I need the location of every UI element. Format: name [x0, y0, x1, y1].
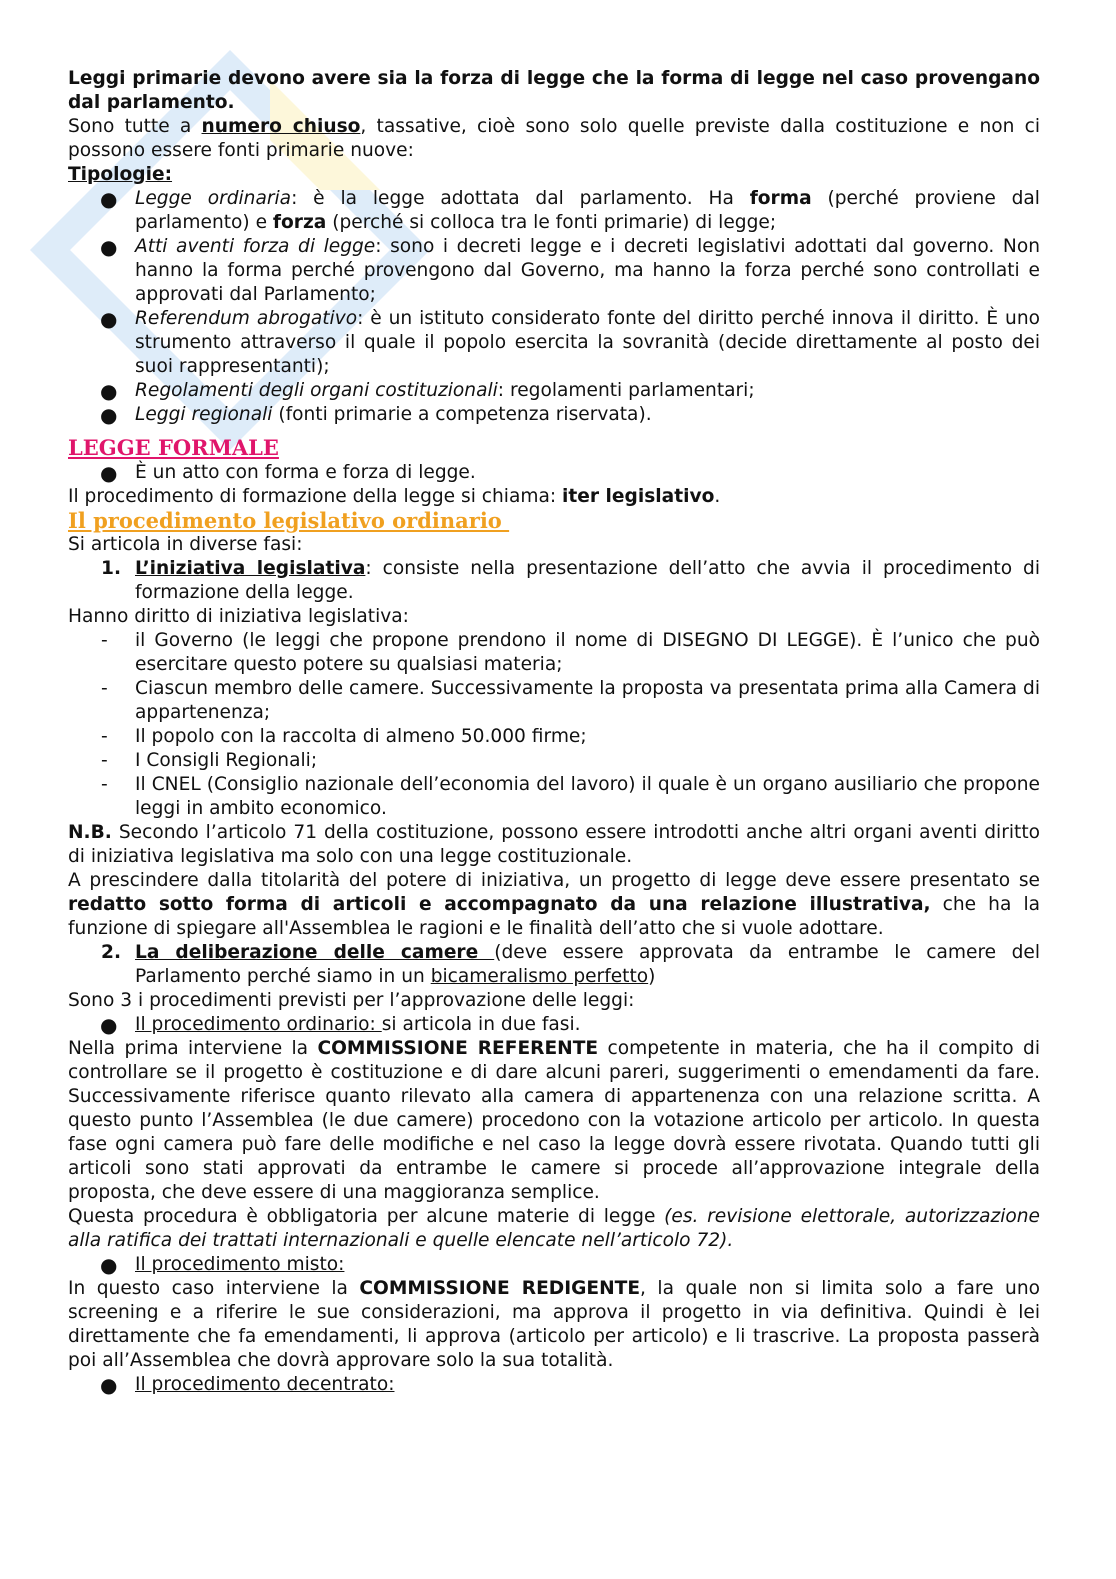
text-run: ): [648, 966, 656, 987]
bullet-icon: ●: [100, 461, 118, 485]
text-run: Secondo l’articolo 71 della costituzione, possono essere introdotti anche altri organi aventi diritto di iniziativa legislativa ma solo con una legge costituzionale.: [68, 822, 1040, 867]
list-item: [68, 403, 1040, 427]
document-body: [68, 67, 1040, 1397]
dash-marker: -: [101, 678, 108, 699]
text-run: La deliberazione delle camere: [135, 942, 495, 963]
list-item: [68, 677, 1040, 725]
dash-marker: -: [101, 726, 108, 747]
text-run: Il procedimento ordinario:: [135, 1014, 382, 1035]
text-run: COMMISSIONE REFERENTE: [317, 1038, 599, 1059]
text-run: (deve essere approvata da entrambe le camere del Parlamento perché siamo in un: [135, 942, 1040, 987]
paragraph: [68, 1277, 1040, 1373]
text-run: Hanno diritto di iniziativa legislativa:: [68, 606, 409, 627]
section-heading: [68, 509, 1040, 533]
text-run: che ha la funzione di spiegare all'Assemblea le ragioni e le finalità dell’atto che si vuole adottare.: [68, 894, 1041, 939]
text-run: : è la legge adottata dal parlamento. Ha: [291, 188, 750, 209]
text-run: Il popolo con la raccolta di almeno 50.000 firme;: [135, 726, 587, 747]
list-number: 1.: [101, 558, 122, 579]
paragraph: [68, 1037, 1040, 1205]
paragraph: [68, 605, 1040, 629]
dash-marker: -: [101, 750, 108, 771]
text-run: Si articola in diverse fasi:: [68, 534, 303, 555]
list-number: 2.: [101, 942, 122, 963]
text-run: Leggi primarie devono avere sia la forza di legge che la forma di legge nel caso provengano dal parlamento.: [68, 68, 1040, 113]
text-run: I Consigli Regionali;: [135, 750, 318, 771]
paragraph: [68, 163, 1040, 187]
bullet-icon: ●: [100, 403, 118, 427]
text-run: redatto sotto forma di articoli e accompagnato da una relazione illustrativa,: [68, 894, 931, 915]
bullet-icon: ●: [100, 1013, 118, 1037]
text-run: Regolamenti degli organi costituzionali: [135, 380, 498, 401]
bullet-icon: ●: [100, 187, 118, 211]
paragraph: [68, 533, 1040, 557]
text-run: competente in materia, che ha il compito di controllare se il progetto è costituzione e di dare alcuni pareri, suggerimenti o emendamenti da fare. Successivamente riferisce quanto rilevato alla camera di appartenenza con una relazione scritta. A questo punto l’Assemblea (le due camere) procedono con la votazione articolo per articolo. In questa fase ogni camera può fare delle modifiche e nel caso la legge dovrà essere rivotata. Quando tutti gli articoli sono stati approvati da entrambe le camere si procede all’approvazione integrale della proposta, che deve essere di una maggioranza semplice.: [68, 1038, 1040, 1203]
list-item: [68, 1013, 1040, 1037]
list-item: [68, 941, 1040, 989]
text-run: Il procedimento misto:: [135, 1254, 345, 1275]
text-run: Il procedimento decentrato:: [135, 1374, 395, 1395]
dash-marker: -: [101, 774, 108, 795]
text-run: (perché si colloca tra le fonti primarie) di legge;: [326, 212, 777, 233]
text-run: : regolamenti parlamentari;: [497, 380, 755, 401]
text-run: , tassative, cioè sono solo quelle previste dalla costituzione e non ci possono essere fonti primarie nuove:: [68, 116, 1041, 161]
text-run: A prescindere dalla titolarità del potere di iniziativa, un progetto di legge deve essere presentato se: [68, 870, 1040, 891]
list-item: [68, 773, 1040, 821]
bullet-icon: ●: [100, 1373, 118, 1397]
paragraph: [68, 821, 1040, 869]
list-item: [68, 1373, 1040, 1397]
bullet-icon: ●: [100, 1253, 118, 1277]
list-item: [68, 235, 1040, 307]
text-run: iter legislativo: [562, 486, 715, 507]
text-run: Legge ordinaria: [135, 188, 292, 209]
paragraph: [68, 485, 1040, 509]
text-run: Leggi regionali: [135, 404, 273, 425]
paragraph: [68, 1205, 1040, 1253]
text-run: , la quale non si limita solo a fare uno screening e a riferire le sue considerazioni, ma approva il progetto in via definitiva. Quindi è lei direttamente che fa emendamenti, li approva (articolo per articolo) e li trascrive. La proposta passerà poi all’Assemblea che dovrà approvare solo la sua totalità.: [68, 1278, 1040, 1371]
text-run: LEGGE FORMALE: [68, 435, 279, 460]
text-run: Il procedimento di formazione della legge si chiama:: [68, 486, 563, 507]
text-run: È un atto con forma e forza di legge.: [135, 462, 476, 483]
paragraph: [68, 67, 1040, 115]
list-item: [68, 725, 1040, 749]
text-run: Referendum abrogativo: [135, 308, 358, 329]
text-run: : consiste nella presentazione dell’atto che avvia il procedimento di formazione della legge.: [135, 558, 1040, 603]
text-run: (fonti primarie a competenza riservata).: [272, 404, 652, 425]
text-run: : sono i decreti legge e i decreti legislativi adottati dal governo. Non hanno la forma perché provengono dal Governo, ma hanno la forza perché sono controllati e approvati dal Parlamento;: [135, 236, 1040, 305]
list-item: [68, 379, 1040, 403]
paragraph: [68, 115, 1040, 163]
bullet-icon: ●: [100, 235, 118, 259]
text-run: Il procedimento legislativo ordinario: [68, 508, 510, 533]
list-item: [68, 187, 1040, 235]
text-run: numero chiuso: [201, 116, 361, 137]
text-run: il Governo (le leggi che propone prendono il nome di DISEGNO DI LEGGE). È l’unico che può esercitare questo potere su qualsiasi materia;: [135, 630, 1040, 675]
text-run: L’iniziativa legislativa: [135, 558, 366, 579]
text-run: Tipologie:: [68, 164, 173, 185]
list-item: [68, 1253, 1040, 1277]
text-run: Nella prima interviene la: [68, 1038, 318, 1059]
bullet-icon: ●: [100, 379, 118, 403]
text-run: si articola in due fasi.: [381, 1014, 581, 1035]
text-run: Sono 3 i procedimenti previsti per l’approvazione delle leggi:: [68, 990, 635, 1011]
text-run: bicameralismo perfetto: [430, 966, 649, 987]
list-item: [68, 307, 1040, 379]
list-item: [68, 557, 1040, 605]
text-run: forma: [749, 188, 812, 209]
paragraph: [68, 869, 1040, 941]
text-run: COMMISSIONE REDIGENTE: [359, 1278, 641, 1299]
list-item: [68, 461, 1040, 485]
list-item: [68, 629, 1040, 677]
text-run: Atti aventi forza di legge: [135, 236, 376, 257]
text-run: Questa procedura è obbligatoria per alcune materie di legge: [68, 1206, 665, 1227]
text-run: Il CNEL (Consiglio nazionale dell’economia del lavoro) il quale è un organo ausiliario che propone leggi in ambito economico.: [135, 774, 1040, 819]
dash-marker: -: [101, 630, 108, 651]
text-run: forza: [272, 212, 327, 233]
text-run: (perché proviene dal parlamento) e: [135, 188, 1040, 233]
text-run: Sono tutte a: [68, 116, 202, 137]
text-run: (es. revisione elettorale, autorizzazione alla ratifica dei trattati internazionali e quelle elencate nell’articolo 72).: [68, 1206, 1040, 1251]
bullet-icon: ●: [100, 307, 118, 331]
section-heading: [68, 435, 1040, 461]
text-run: N.B.: [68, 822, 112, 843]
list-item: [68, 749, 1040, 773]
text-run: .: [714, 486, 721, 507]
paragraph: [68, 989, 1040, 1013]
text-run: Ciascun membro delle camere. Successivamente la proposta va presentata prima alla Camera di appartenenza;: [135, 678, 1040, 723]
text-run: : è un istituto considerato fonte del diritto perché innova il diritto. È uno strumento attraverso il quale il popolo esercita la sovranità (decide direttamente al posto dei suoi rappresentanti);: [135, 308, 1040, 377]
text-run: In questo caso interviene la: [68, 1278, 360, 1299]
